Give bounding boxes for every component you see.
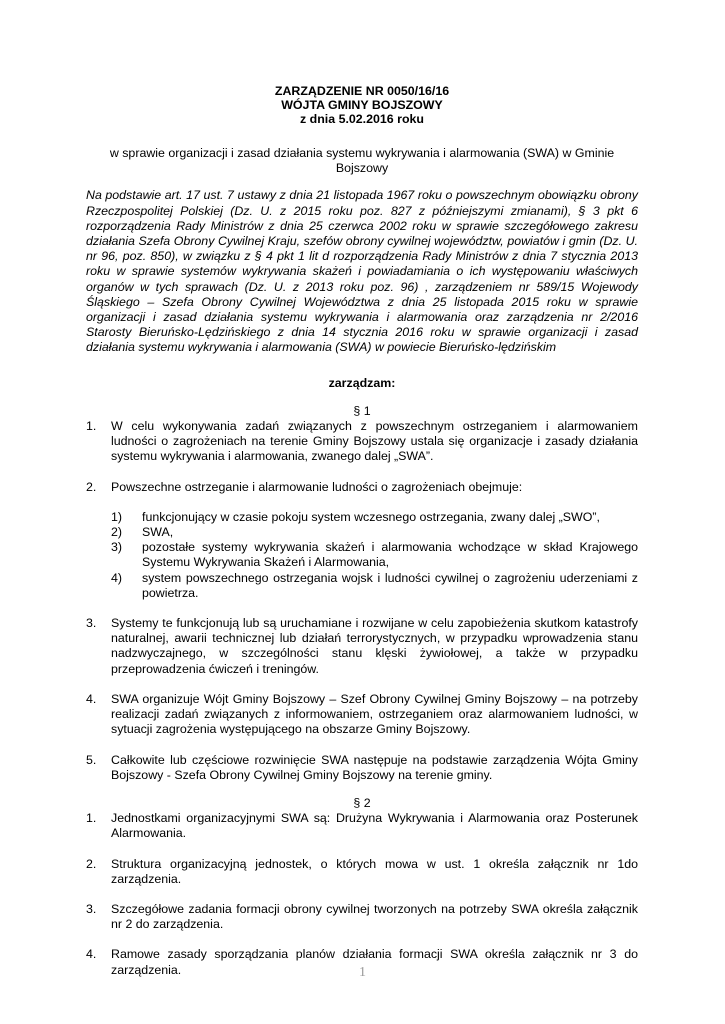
item-number: 1. — [86, 419, 97, 434]
section-2-item-3 — [86, 902, 638, 932]
item-text: Całkowite lub częściowe rozwinięcie SWA następuje na podstawie zarządzenia Wójta Gminy Bojszowy - Szefa Obrony Cywilnej Gminy Bojszowy na terenie gminy. — [111, 752, 638, 782]
page-number: 1 — [359, 965, 366, 980]
subitem-text: SWA, — [142, 525, 174, 540]
document-title — [86, 84, 638, 126]
item-text: SWA organizuje Wójt Gminy Bojszowy – Szef Obrony Cywilnej Gminy Bojszowy – na potrzeby realizacji zadań związanych z informowaniem, ostrzeganiem oraz alarmowaniem ludności, w sytuacji zagrożenia występującego na obszarze Gminy Bojszowy. — [111, 691, 638, 737]
section-1-sublist — [86, 510, 638, 601]
item-text: Jednostkami organizacyjnymi SWA są: Drużyna Wykrywania i Alarmowania oraz Posterunek Alarmowania. — [111, 811, 638, 841]
section-1-item-3 — [86, 616, 638, 677]
item-text: Szczegółowe zadania formacji obrony cywilnej tworzonych na potrzeby SWA określa załącznik nr 2 do zarządzenia. — [111, 901, 638, 932]
section-1-item-2 — [86, 480, 638, 495]
document-page — [86, 84, 638, 978]
sublist-item-1 — [86, 510, 638, 525]
item-text: Ramowe zasady sporządzania planów działania formacji SWA określa załącznik nr 3 do zarządzenia. — [111, 947, 638, 977]
decree-heading: zarządzam: — [328, 375, 396, 390]
item-text: W celu wykonywania zadań związanych z powszechnym ostrzeganiem i alarmowaniem ludności o zagrożeniach na terenie Gminy Bojszowy ustala się organizacje i zasady działania systemu wykrywania i alarmowania, zwanego dalej „SWA”. — [111, 419, 638, 464]
section-1-item-1 — [86, 419, 638, 465]
title-line-1: ZARZĄDZENIE NR 0050/16/16 — [274, 84, 450, 98]
section-2-item-1 — [86, 811, 638, 841]
item-number: 4. — [86, 691, 97, 706]
subitem-text: funkcjonujący w czasie pokoju system wczesnego ostrzegania, zwany dalej „SWO”, — [142, 509, 600, 524]
sublist-item-2 — [86, 525, 638, 540]
subitem-number: 3) — [111, 540, 123, 555]
item-number: 1. — [86, 811, 97, 826]
section-2-heading: § 2 — [353, 795, 371, 810]
item-number: 5. — [86, 752, 97, 767]
subitem-text: system powszechnego ostrzegania wojsk i ludności cywilnej o zagrożeniu uderzeniami z powietrza. — [142, 570, 638, 600]
item-number: 2. — [86, 856, 97, 871]
subitem-number: 2) — [111, 525, 123, 540]
item-text: Systemy te funkcjonują lub są uruchamiane i rozwijane w celu zapobieżenia skutkom katastrofy naturalnej, awarii technicznej lub działań terrorystycznych, w przypadku wprowadzenia stanu nadzwyczajnego, w szczególności stanu klęski żywiołowej, a także w przypadku przeprowadzenia ćwiczeń i treningów. — [111, 616, 638, 676]
document-subject: w sprawie organizacji i zasad działania systemu wykrywania i alarmowania (SWA) w Gminie Bojszowy — [109, 146, 615, 176]
title-line-2: WÓJTA GMINY BOJSZOWY — [281, 98, 443, 112]
item-text: Powszechne ostrzeganie i alarmowanie ludności o zagrożeniach obejmuje: — [111, 479, 523, 494]
section-1-heading: § 1 — [353, 403, 371, 418]
item-number: 3. — [86, 901, 97, 916]
item-text: Struktura organizacyjną jednostek, o których mowa w ust. 1 określa załącznik nr 1do zarządzenia. — [111, 856, 638, 886]
section-2-item-2 — [86, 857, 638, 887]
subitem-number: 4) — [111, 570, 123, 585]
item-number: 3. — [86, 616, 97, 631]
sublist-item-3 — [86, 540, 638, 570]
legal-basis-preamble: Na podstawie art. 17 ust. 7 ustawy z dnia 21 listopada 1967 roku o powszechnym obowiązku obrony Rzeczpospolitej Polskiej (Dz. U. z 2015 roku poz. 827 z późniejszymi zmianami), § 3 pkt 6 rozporządzenia Rady Ministrów z dnia 25 czerwca 2002 roku w sprawie szczegółowego zakresu działania Szefa Obrony Cywilnej Kraju, szefów obrony cywilnej województw, powiatów i gmin (Dz. U. nr 96, poz. 850), w związku z § 4 pkt 1 lit d rozporządzenia Rady Ministrów z dnia 7 stycznia 2013 roku w sprawie systemów wykrywania skażeń i powiadamiania o ich występowaniu właściwych organów w tych sprawach (Dz. U. z 2013 roku poz. 96) , zarządzeniem nr 589/15 Wojewody Śląskiego – Szefa Obrony Cywilnej Województwa z dnia 25 listopada 2015 roku w sprawie organizacji i zasad działania systemu wykrywania i alarmowania oraz zarządzenia nr 2/2016 Starosty Bieruńsko-Lędzińskiego z dnia 14 stycznia 2016 roku w sprawie organizacji i zasad działania systemu wykrywania i alarmowania (SWA) w powiecie Bieruńsko-lędzińskim — [86, 188, 638, 355]
title-line-3: z dnia 5.02.2016 roku — [300, 112, 424, 126]
item-number: 2. — [86, 479, 97, 494]
section-1-item-5 — [86, 753, 638, 783]
subitem-text: pozostałe systemy wykrywania skażeń i alarmowania wchodzące w skład Krajowego Systemu Wykrywania Skażeń i Alarmowania, — [142, 540, 638, 570]
item-number: 4. — [86, 947, 97, 962]
sublist-item-4 — [86, 571, 638, 601]
section-1-item-4 — [86, 692, 638, 738]
subitem-number: 1) — [111, 509, 123, 524]
